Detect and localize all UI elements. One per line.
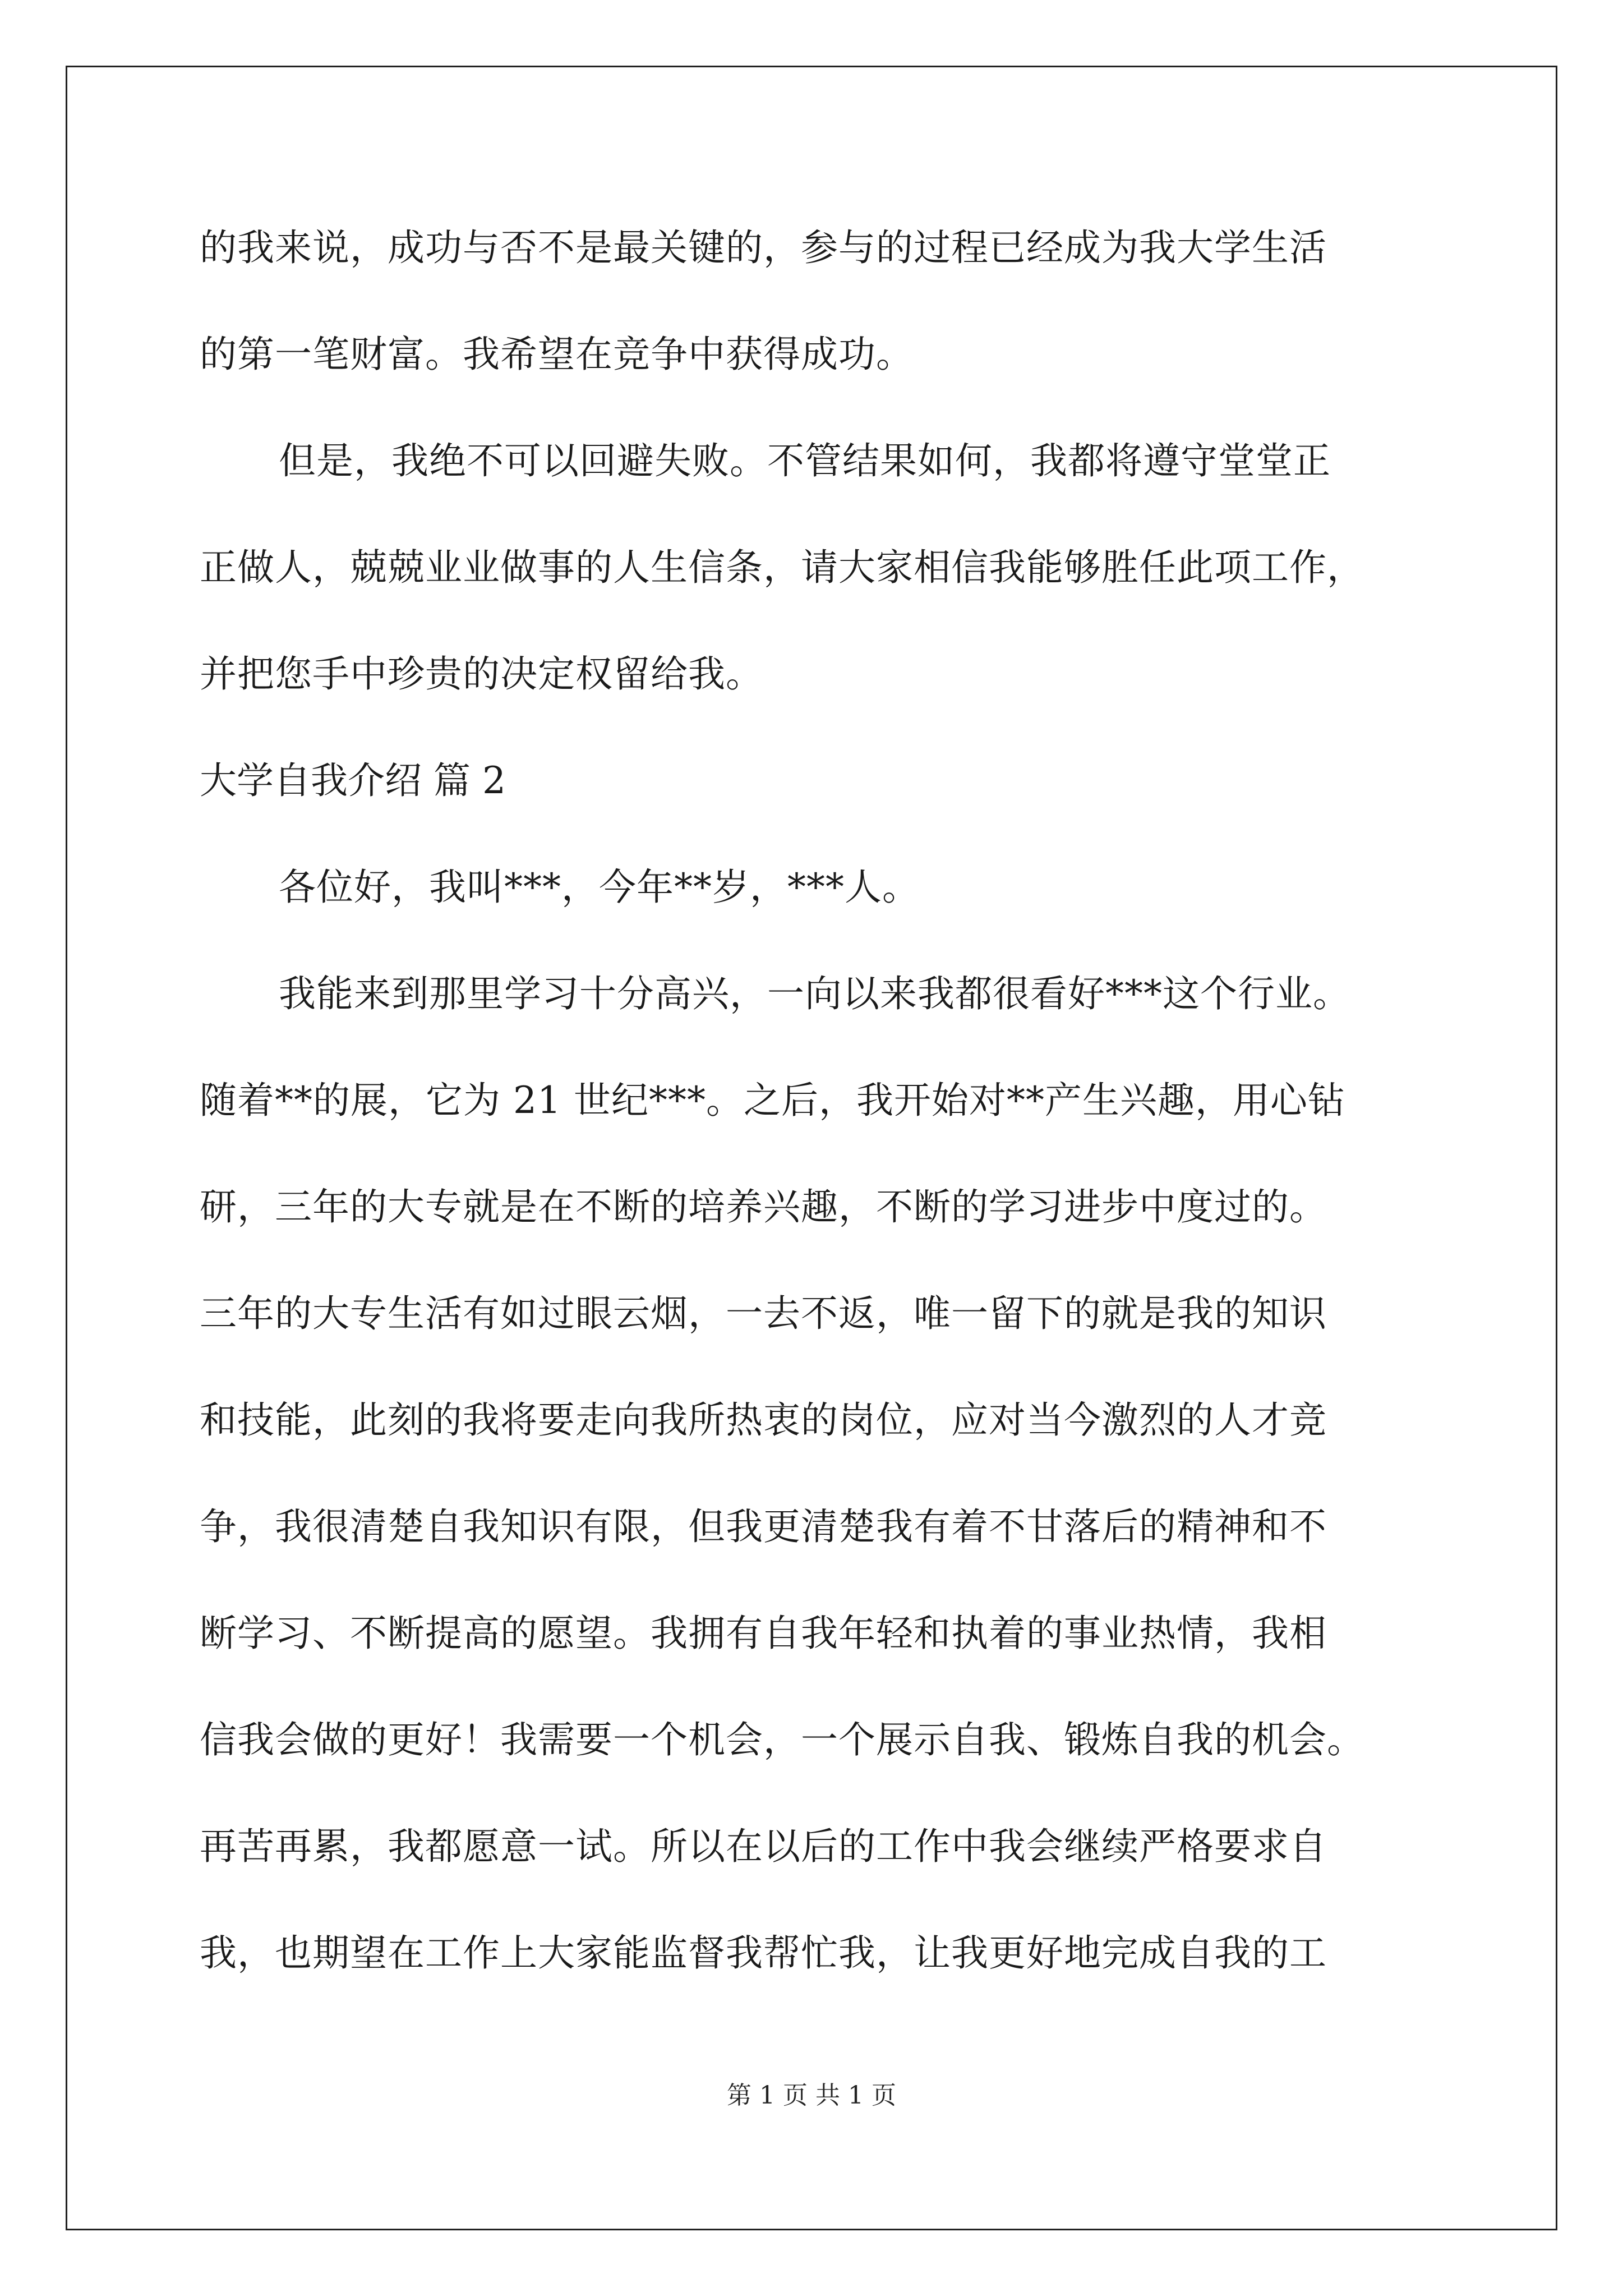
- paragraph-line: 各位好，我叫***，今年**岁，***人。: [279, 866, 920, 909]
- paragraph-line: 争，我很清楚自我知识有限，但我更清楚我有着不甘落后的精神和不: [200, 1505, 1327, 1548]
- paragraph-line: 三年的大专生活有如过眼云烟，一去不返，唯一留下的就是我的知识: [200, 1292, 1327, 1335]
- paragraph-line: 的我来说，成功与否不是最关键的，参与的过程已经成为我大学生活: [200, 226, 1327, 269]
- paragraph-line: 研，三年的大专就是在不断的培养兴趣，不断的学习进步中度过的。: [200, 1185, 1327, 1228]
- paragraph-line: 和技能，此刻的我将要走向我所热衷的岗位，应对当今激烈的人才竞: [200, 1398, 1327, 1442]
- page-footer: 第 1 页 共 1 页: [727, 2081, 896, 2110]
- paragraph-line: 但是，我绝不可以回避失败。不管结果如何，我都将遵守堂堂正: [279, 439, 1331, 482]
- paragraph-line: 再苦再累，我都愿意一试。所以在以后的工作中我会继续严格要求自: [200, 1825, 1327, 1868]
- paragraph-line: 的第一笔财富。我希望在竞争中获得成功。: [200, 333, 914, 376]
- paragraph-line: 正做人，兢兢业业做事的人生信条，请大家相信我能够胜任此项工作，: [200, 546, 1364, 589]
- paragraph-line: 断学习、不断提高的愿望。我拥有自我年轻和执着的事业热情，我相: [200, 1612, 1327, 1655]
- paragraph-line: 我能来到那里学习十分高兴，一向以来我都很看好***这个行业。: [279, 972, 1350, 1015]
- paragraph-line: 我，也期望在工作上大家能监督我帮忙我，让我更好地完成自我的工: [200, 1931, 1327, 1975]
- paragraph-line: 并把您手中珍贵的决定权留给我。: [200, 652, 763, 696]
- section-heading: 大学自我介绍 篇 2: [200, 759, 506, 802]
- paragraph-line: 信我会做的更好！我需要一个机会，一个展示自我、锻炼自我的机会。: [200, 1718, 1364, 1761]
- document-body: [200, 222, 1467, 2033]
- paragraph-line: 随着**的展，它为 21 世纪***。之后，我开始对**产生兴趣，用心钻: [200, 1079, 1345, 1122]
